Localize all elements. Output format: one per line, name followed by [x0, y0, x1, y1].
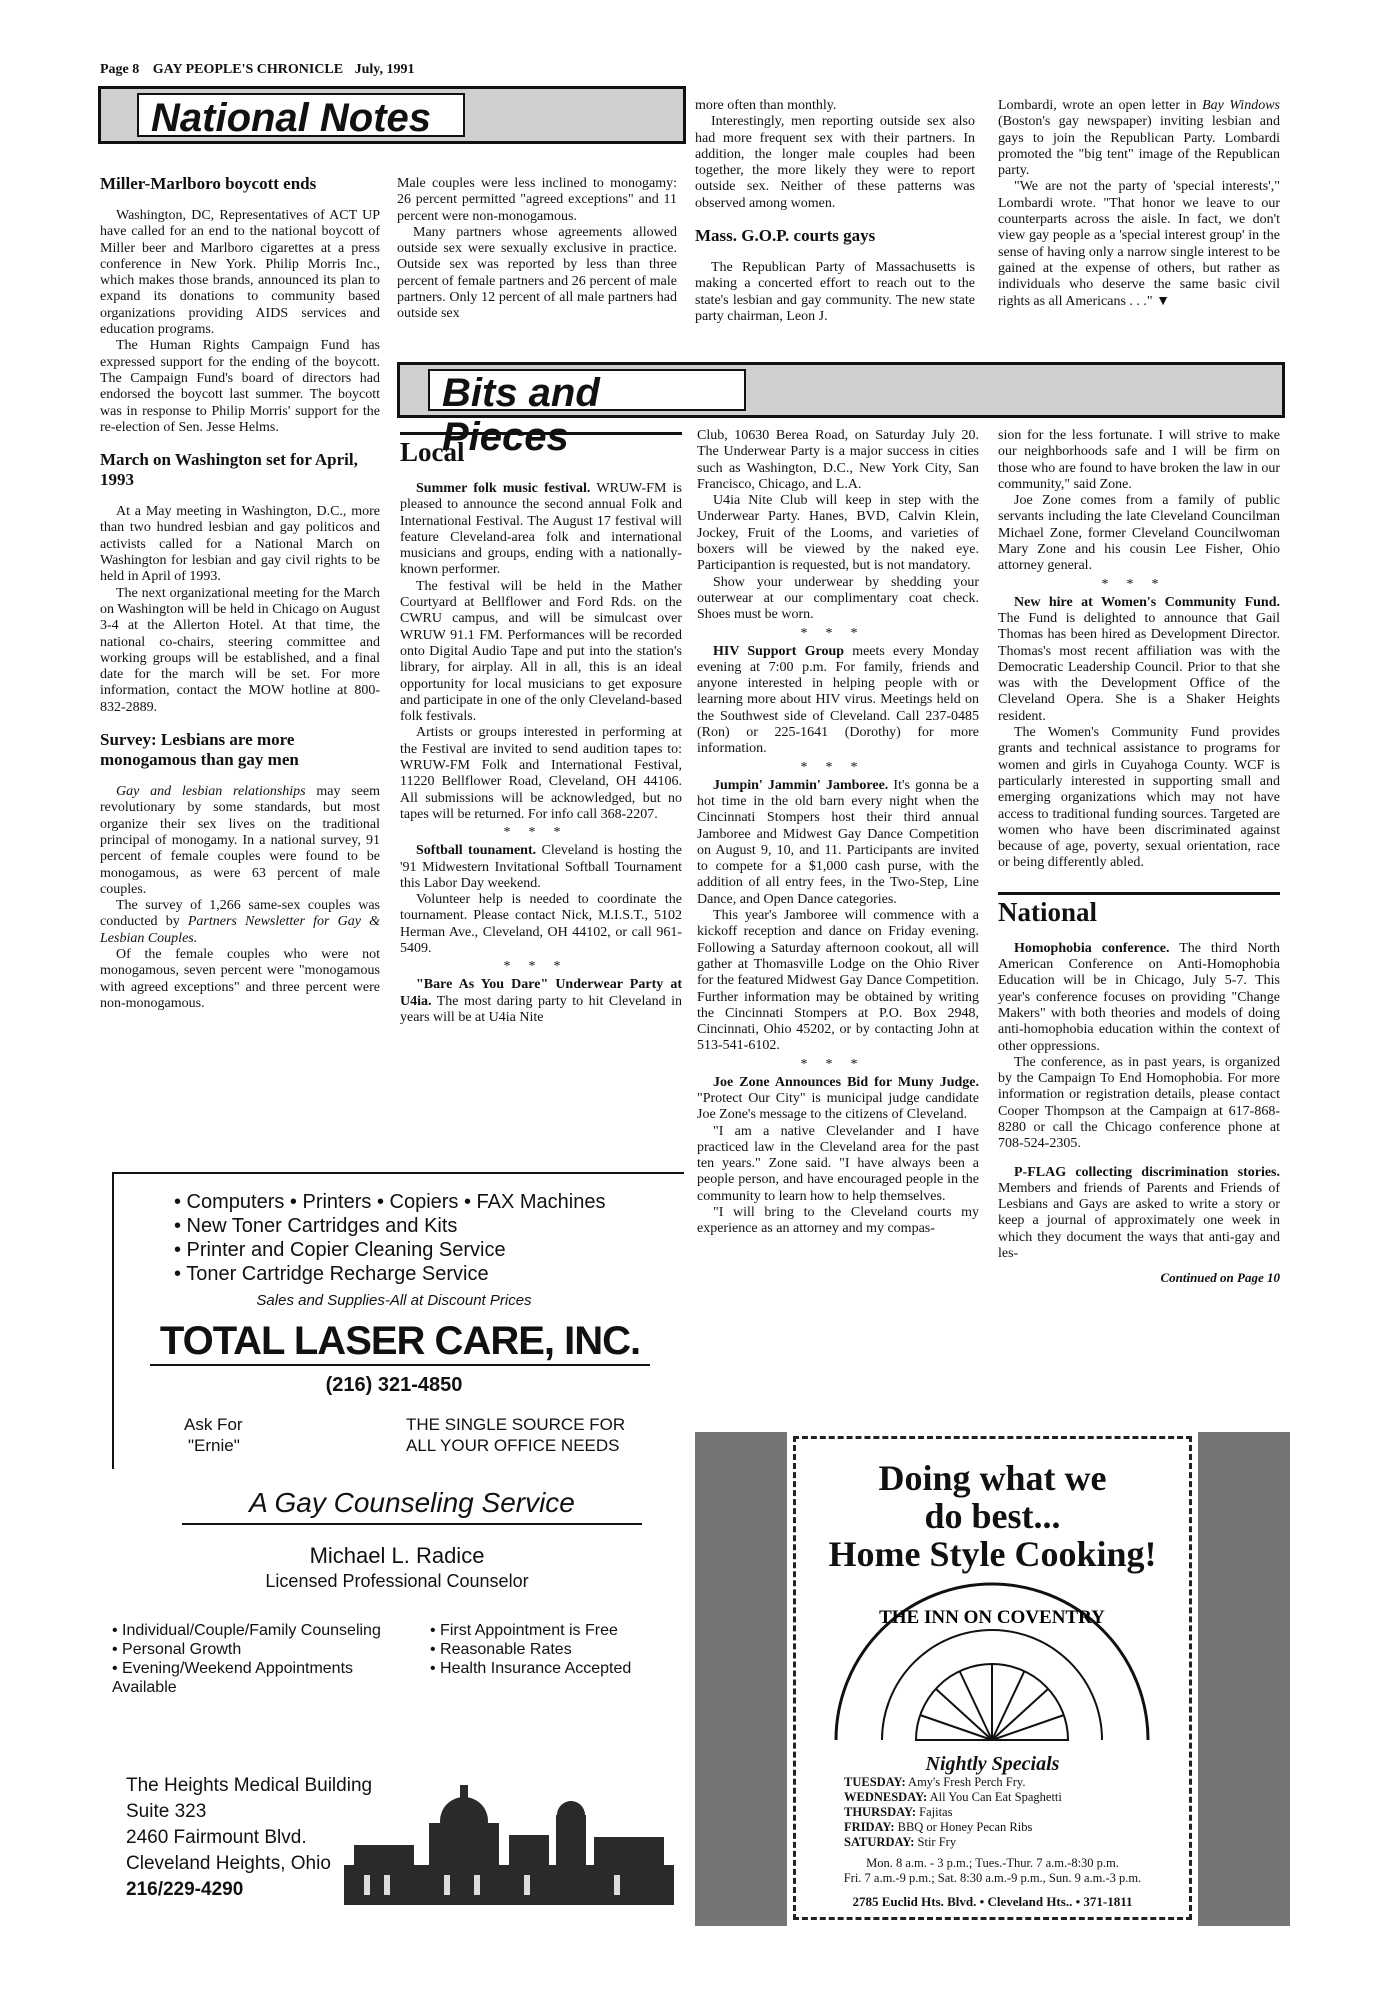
- ad-headline: Home Style Cooking!: [828, 1534, 1157, 1574]
- article-text: At a May meeting in Washington, D.C., more than two hundred lesbian and gay politicos and activists called for a National March on Washington for lesbian and gay civil rights to be held in April of 1993.: [100, 504, 380, 585]
- page-number: Page 8: [100, 62, 140, 77]
- article-text: Volunteer help is needed to coordinate the tournament. Please contact Nick, M.I.S.T., 5102 Herman Ave., Cleveland, OH 44102, or call 961-5409.: [400, 892, 682, 957]
- article-text: The festival will be held in the Mather Courtyard at Bellflower and Ford Rds. on the CWRU campus, and will be simulcast over WRUW 91.1 FM. Performances will be recorded onto Digital Audio Tape and put into the station's library, for airplay. All in all, this is an ideal opportunity for local musicians to get exposure and participate in one of the only Cleveland-based folk festivals.: [400, 578, 682, 725]
- ad-slogan: ALL YOUR OFFICE NEEDS: [406, 1436, 620, 1455]
- headline-boycott: Miller-Marlboro boycott ends: [100, 174, 317, 193]
- article-text: P-FLAG collecting discrimination stories. Members and friends of Parents and Friends of Lesbians and Gays are asked to write a story or keep a journal of approximately one week in which they document the ways that anti-gay and les-: [998, 1164, 1280, 1262]
- ad-bullet: Available: [112, 1679, 177, 1696]
- article-text: "We are not the party of 'special interests'," Lombardi wrote. "That honor we leave to our counterparts across the aisle. In fact, we don't view gay people as a 'special interest group' in the sense of having only a narrow single interest to be gained at the expense of others, but rather as individuals who deserve the same basic civil rights as all Americans . . ." ▼: [998, 179, 1280, 309]
- article-text: more often than monthly.: [695, 98, 837, 113]
- national-notes-banner: [98, 86, 686, 144]
- continued-note: Continued on Page 10: [1160, 1270, 1280, 1286]
- article-text: The Republican Party of Massachusetts is making a concerted effort to reach out to the state's lesbian and gay community. The new state party chairman, Leon J.: [695, 260, 975, 324]
- ad-side-bar-right: [1198, 1432, 1290, 1926]
- ad-bullet: • Health Insurance Accepted: [430, 1660, 632, 1677]
- ad-bullet: • First Appointment is Free: [430, 1622, 618, 1639]
- divider-stars: ***: [503, 825, 579, 841]
- article-text: The Women's Community Fund provides grants and technical assistance to programs for women and girls in Cuyahoga County. WCF is particularly interested in supporting small and emerging organizations which may not have access to traditional funding sources. Targeted are women who have been discriminated against because of age, poverty, sexual orientation, race or being differently abled.: [998, 725, 1280, 871]
- bits-column-a: [400, 432, 682, 1026]
- ad-phone: (216) 321-4850: [325, 1374, 463, 1396]
- ad-counseling-service: [112, 1475, 682, 1915]
- ad-counsel-name: Michael L. Radice: [309, 1543, 485, 1568]
- divider-stars: ***: [800, 759, 876, 775]
- menu-item: TUESDAY: Amy's Fresh Perch Fry.: [844, 1775, 1026, 1789]
- ad-bullet: • Personal Growth: [112, 1641, 242, 1658]
- headline-march: March on Washington set for April, 1993: [100, 450, 358, 490]
- ad-phone: 216/229-4290: [126, 1879, 244, 1900]
- paper-name: GAY PEOPLE'S CHRONICLE: [152, 62, 344, 77]
- ad-address-line: The Heights Medical Building: [126, 1775, 373, 1796]
- article-text: Washington, DC, Representatives of ACT UP have called for an end to the national boycott of Miller beer and Marlboro cigarettes at a press conference in New York. Philip Morris Inc., which makes those brands, announced its plan to expand its donations to community based organizations providing AIDS services and education programs.: [100, 208, 380, 338]
- menu-item: WEDNESDAY: All You Can Eat Spaghetti: [844, 1790, 1062, 1804]
- ad-side-bar-left: [695, 1432, 787, 1926]
- ad-address-line: Suite 323: [126, 1801, 207, 1822]
- national-notes-title: National Notes: [137, 93, 465, 137]
- article-text: The survey of 1,266 same-sex couples was conducted by Partners Newsletter for Gay & Lesbian Couples.: [100, 898, 380, 946]
- bits-column-c: [998, 428, 1280, 1286]
- hours-line: Fri. 7 a.m.-9 p.m.; Sat. 8:30 a.m.-9 p.m., Sun. 9 a.m.-3 p.m.: [843, 1871, 1142, 1885]
- divider-stars: ***: [1101, 576, 1177, 592]
- nn-column-4: [998, 98, 1280, 310]
- section-national: National: [998, 892, 1280, 927]
- ad-headline: do best...: [924, 1496, 1061, 1536]
- article-text: U4ia Nite Club will keep in step with the Underwear Party. Hanes, BVD, Calvin Klein, Jockey, Fruit of the Looms, and varieties of boxers will be viewed by the naked eye. Participantion is requested, but is not mandatory.: [697, 493, 979, 574]
- article-text: Homophobia conference. The third North American Conference on Anti-Homophobia Education will be in Chicago, July 5-7. This year's conference focuses on providing "Change Makers" with both theories and models of doing anti-homophobia education within the context of other oppressions.: [998, 940, 1280, 1054]
- divider-stars: ***: [800, 625, 876, 641]
- article-text: The Human Rights Campaign Fund has expressed support for the ending of the boycott. The Campaign Fund's board of directors had endorsed the boycott last summer. The boycott was in response to Philip Morris' support for the re-election of Sen. Jesse Helms.: [100, 338, 380, 435]
- ad-counsel-title: A Gay Counseling Service: [182, 1487, 642, 1525]
- article-text: This year's Jamboree will commence with a kickoff reception and dance on Friday evening. Following a Saturday afternoon cookout, all will gather at Thomasville Lodge on the Ohio River for the featured Midwest Gay Dance Competition. Further information may be obtained by writing the Cincinnati Stompers at P.O. Box 2948, Cincinnati, Ohio 45202, or by contacting John at 513-541-6102.: [697, 908, 979, 1054]
- ad-tagline: Sales and Supplies-All at Discount Prices: [256, 1292, 532, 1309]
- ad-bullet: • Printer and Copier Cleaning Service: [174, 1239, 506, 1261]
- menu-item: THURSDAY: Fajitas: [844, 1805, 953, 1819]
- article-text: Lombardi, wrote an open letter in Bay Windows (Boston's gay newspaper) inviting lesbian and gays to join the Republican Party. Lombardi promoted the "big tent" image of the Republican party.: [998, 98, 1280, 179]
- article-text: Jumpin' Jammin' Jamboree. It's gonna be a hot time in the old barn every night when the Cincinnati Stompers host their third annual Jamboree and Midwest Gay Dance Competition on August 9, 10, and 11. Participants are invited to compete for a $1,000 cash purse, with the addition of all entry fees, in the Two-Step, Line Dance, and Open Dance categories.: [697, 777, 979, 907]
- ad-company-name: TOTAL LASER CARE, INC.: [150, 1318, 650, 1366]
- page-header: [100, 62, 1300, 78]
- ad-ask-name: "Ernie": [188, 1436, 240, 1455]
- headline-survey: Survey: Lesbians are more monogamous than gay men: [100, 730, 299, 770]
- article-text: Artists or groups interested in performing at the Festival are invited to send audition tapes to: WRUW-FM Folk and International Festival, 11220 Bellflower Road, Cleveland, OH 44106. All submissions will be acknowledged, but no tapes will be returned. For info call 368-2207.: [400, 725, 682, 822]
- article-text: The next organizational meeting for the March on Washington will be held in Chicago on August 3-4 at the Allerton Hotel. At that time, the national co-chairs, steering committee and working groups will be established, and a final date for the march will be set. For more information, contact the MOW hotline at 800-832-2889.: [100, 585, 380, 715]
- article-text: Male couples were less inclined to monogamy: 26 percent permitted "agreed exceptions" and 11 percent were non-monogamous.: [397, 176, 677, 224]
- headline-gop: Mass. G.O.P. courts gays: [695, 226, 876, 246]
- article-text: The conference, as in past years, is organized by the Campaign To End Homophobia. For more information or registration details, please contact Cooper Thompson at the Campaign at 617-868-8280 or call the Chicago conference phone at 708-524-2305.: [998, 1054, 1280, 1152]
- article-text: "I will bring to the Cleveland courts my experience as an attorney and my compas-: [697, 1205, 979, 1237]
- ad-bullet: • Evening/Weekend Appointments: [112, 1660, 354, 1677]
- article-text: Gay and lesbian relationships may seem revolutionary by some standards, but most organize their sex lives on the traditional principal of monogamy. In a national survey, 91 percent of female couples were found to be monogamous, as were 63 percent of male couples.: [100, 784, 380, 897]
- nn-column-1: [100, 170, 380, 1012]
- article-text: Joe Zone comes from a family of public servants including the late Cleveland Councilman Michael Zone, former Cleveland Councilwoman Mary Zone and his cousin Lee Fisher, Ohio attorney general.: [998, 493, 1280, 574]
- article-text: New hire at Women's Community Fund. The Fund is delighted to announce that Gail Thomas has been hired as Development Director. Thomas's most recent affiliation was with the Democratic Leadership Council. Prior to that she was with the Development Office of the Cleveland Opera. She is a Shaker Heights resident.: [998, 594, 1280, 724]
- divider-stars: ***: [503, 959, 579, 975]
- article-text: "Bare As You Dare" Underwear Party at U4ia. The most daring party to hit Cleveland in years will be at U4ia Nite: [400, 977, 682, 1025]
- ad-bullet: • Individual/Couple/Family Counseling: [112, 1622, 381, 1639]
- ad-bullet: • New Toner Cartridges and Kits: [174, 1215, 458, 1237]
- article-text: Joe Zone Announces Bid for Muny Judge. "Protect Our City" is municipal judge candidate Joe Zone's message to the citizens of Cleveland.: [697, 1074, 979, 1123]
- ad-bullet: • Computers • Printers • Copiers • FAX Machines: [174, 1191, 606, 1213]
- ad-bullet: • Toner Cartridge Recharge Service: [174, 1263, 489, 1285]
- ad-slogan: THE SINGLE SOURCE FOR: [406, 1415, 626, 1434]
- issue-date: July, 1991: [354, 62, 415, 77]
- svg-text:THE INN ON COVENTRY: THE INN ON COVENTRY: [879, 1607, 1105, 1628]
- article-text: Summer folk music festival. WRUW-FM is pleased to announce the second annual Folk and International Festival. The August 17 festival will feature Cleveland-area folk and international musicians and groups, ending with a nationally-known performer.: [400, 481, 682, 578]
- ad-address-line: Cleveland Heights, Ohio: [126, 1853, 331, 1874]
- article-text: sion for the less fortunate. I will strive to make our neighborhoods safe and I will be firm on those who are found to have broken the law in our community," said Zone.: [998, 428, 1280, 492]
- menu-item: FRIDAY: BBQ or Honey Pecan Ribs: [844, 1820, 1033, 1834]
- article-text: HIV Support Group meets every Monday evening at 7:00 p.m. For family, friends and anyone interested in helping people with or learning more about HIV virus. Meetings held on the Southwest side of Cleveland. Call 237-0485 (Ron) or 225-1641 (Dorothy) for more information.: [697, 643, 979, 757]
- ad-counsel-credential: Licensed Professional Counselor: [265, 1571, 529, 1591]
- ad-address-line: 2460 Fairmount Blvd.: [126, 1827, 307, 1848]
- article-text: Of the female couples who were not monogamous, seven percent were "monogamous with agreed exceptions" and three percent were non-monogamous.: [100, 946, 380, 1011]
- article-text: Interestingly, men reporting outside sex also had more frequent sex with their partners. In addition, the longer male couples had been together, the more likely they were to report outside sex. Neither of these patterns was observed among women.: [695, 114, 975, 211]
- article-text: Many partners whose agreements allowed outside sex were sexually exclusive in practice. Outside sex was reported by less than three percent of female partners and 26 percent of male partners. Only 12 percent of all male partners had outside sex: [397, 224, 677, 322]
- ad-inn-on-coventry: [695, 1432, 1290, 1926]
- article-text: Softball tounament. Cleveland is hosting the '91 Midwestern Invitational Softball Tournament this Labor Day weekend.: [400, 843, 682, 891]
- inn-logo-arch: [796, 1575, 1189, 1745]
- nn-column-3: [695, 98, 975, 325]
- article-text: Club, 10630 Berea Road, on Saturday July 20. The Underwear Party is a major success in cities such as Washington, D.C., New York City, San Francisco, Chicago, and L.A.: [697, 428, 979, 492]
- nn-column-2: [397, 176, 677, 323]
- menu-item: SATURDAY: Stir Fry: [844, 1835, 957, 1849]
- article-text: Show your underwear by shedding your outerwear at our complimentary coat check. Shoes must be worn.: [697, 574, 979, 623]
- ad-total-laser-care: [112, 1172, 684, 1469]
- bits-title: Bits and Pieces: [428, 369, 746, 411]
- ad-bullet: • Reasonable Rates: [430, 1641, 572, 1658]
- hours-line: Mon. 8 a.m. - 3 p.m.; Tues.-Thur. 7 a.m.-8:30 p.m.: [866, 1856, 1119, 1870]
- inn-address: 2785 Euclid Hts. Blvd. • Cleveland Hts.. • 371-1811: [852, 1894, 1133, 1909]
- building-skyline-illustration: [344, 1775, 674, 1905]
- specials-title: Nightly Specials: [925, 1753, 1060, 1775]
- ad-headline: Doing what we: [878, 1458, 1107, 1498]
- section-local: Local: [400, 432, 682, 467]
- divider-stars: ***: [800, 1056, 876, 1072]
- bits-column-b: [697, 428, 979, 1238]
- ad-ask-for: Ask For: [184, 1415, 243, 1434]
- article-text: "I am a native Clevelander and I have practiced law in the Cleveland area for the past ten years." Zone said. "I have always been a people person, and have encouraged people in the community to learn how to help themselves.: [697, 1123, 979, 1204]
